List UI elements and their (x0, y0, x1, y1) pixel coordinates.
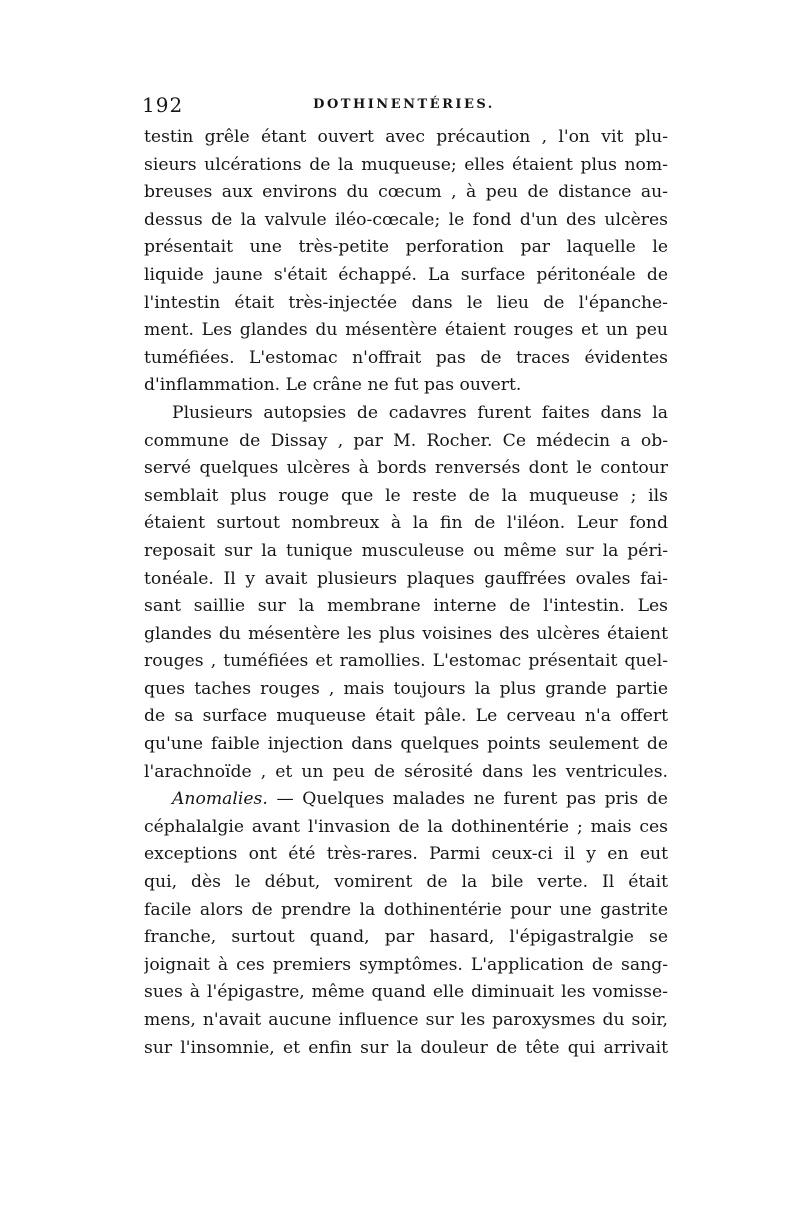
text-line: sues à l'épigastre, même quand elle diminuait les vomisse- (144, 982, 668, 1003)
text-line: sur l'insomnie, et enfin sur la douleur de tête qui arrivait (144, 1037, 668, 1058)
text-line: d'inflammation. Le crâne ne fut pas ouvert. (144, 375, 522, 396)
text-line: présentait une très-petite perforation par laquelle le (144, 237, 668, 258)
anomalies-paragraph-start (144, 786, 668, 814)
page-number: 192 (142, 93, 184, 117)
text-line: rouges , tuméfiées et ramollies. L'estomac présentait quel- (144, 651, 668, 672)
section-label-anomalies: Anomalies. (172, 789, 268, 810)
text-line: sieurs ulcérations de la muqueuse; elles étaient plus nom- (144, 154, 668, 175)
text-line: franche, surtout quand, par hasard, l'épigastralgie se (144, 927, 668, 948)
text-line: servé quelques ulcères à bords renversés dont le contour (144, 458, 668, 479)
text-line: commune de Dissay , par M. Rocher. Ce médecin a ob- (144, 430, 668, 451)
text-line: sant saillie sur la membrane interne de l'intestin. Les (144, 596, 668, 617)
text-line: semblait plus rouge que le reste de la muqueuse ; ils (144, 485, 668, 506)
text-line: de sa surface muqueuse était pâle. Le cerveau n'a offert (144, 706, 668, 727)
text-line: tuméfiées. L'estomac n'offrait pas de traces évidentes (144, 347, 668, 368)
text-line: mens, n'avait aucune influence sur les paroxysmes du soir, (144, 1010, 668, 1030)
running-title: DOTHINENTÉRIES. (313, 97, 495, 112)
text-line: céphalalgie avant l'invasion de la dothinentérie ; mais ces (144, 816, 668, 837)
running-head (140, 93, 668, 117)
text-line: reposait sur la tunique musculeuse ou même sur la péri- (144, 540, 668, 561)
text-line: facile alors de prendre la dothinentérie pour une gastrite (144, 899, 668, 920)
text-line: ques taches rouges , mais toujours la plus grande partie (144, 678, 668, 699)
text-line: Plusieurs autopsies de cadavres furent faites dans la (172, 402, 668, 423)
text-line: glandes du mésentère les plus voisines des ulcères étaient (144, 623, 668, 644)
text-line: exceptions ont été très-rares. Parmi ceux-ci il y en eut (144, 844, 668, 865)
text-line: — Quelques malades ne furent pas pris de (276, 789, 668, 810)
text-line: liquide jaune s'était échappé. La surface péritonéale de (144, 264, 668, 285)
text-line: testin grêle étant ouvert avec précaution , l'on vit plu- (144, 127, 668, 147)
text-line: joignait à ces premiers symptômes. L'application de sang- (144, 954, 668, 975)
text-line: breuses aux environs du cœcum , à peu de distance au- (144, 182, 668, 203)
text-line: qui, dès le début, vomirent de la bile verte. Il était (144, 872, 668, 893)
text-line: étaient surtout nombreux à la fin de l'iléon. Leur fond (144, 513, 668, 534)
text-line: qu'une faible injection dans quelques points seulement de (144, 734, 668, 755)
text-line: l'arachnoïde , et un peu de sérosité dans les ventricules. (144, 761, 668, 782)
text-line: tonéale. Il y avait plusieurs plaques gauffrées ovales fai- (144, 568, 668, 589)
text-line: dessus de la valvule iléo-cœcale; le fond d'un des ulcères (144, 209, 668, 230)
text-line: l'intestin était très-injectée dans le lieu de l'épanche- (144, 292, 668, 313)
body-text (144, 124, 668, 1062)
text-line: ment. Les glandes du mésentère étaient rouges et un peu (144, 320, 668, 341)
